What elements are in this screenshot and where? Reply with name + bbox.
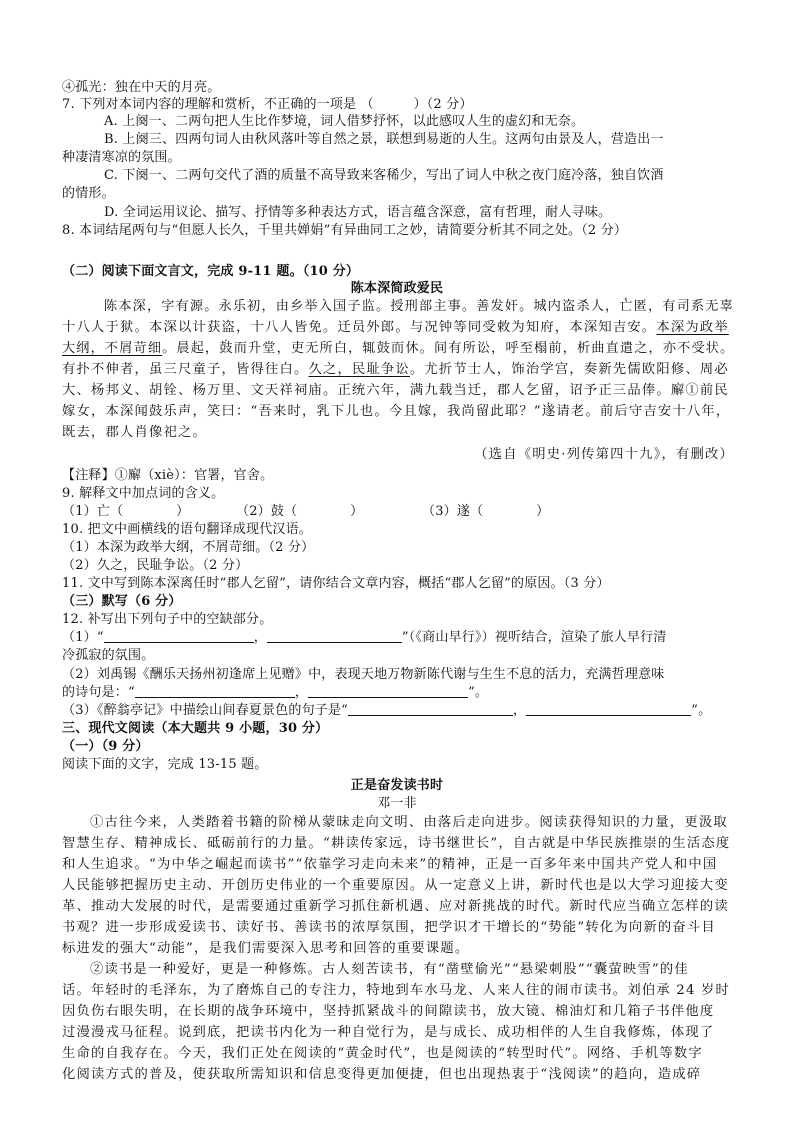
- question-12: 12. 补写出下列句子中的空缺部分。: [62, 612, 273, 627]
- passage-line: 大、杨邦义、胡铨、杨万里、文天祥祠庙。正统六年，满九载当迁，郡人乞留，诏予正三品俸。廨①前民: [62, 383, 729, 398]
- article-line: 生命的自我存在。今天，我们正处在阅读的“黄金时代”，也是阅读的“转型时代”。网络、手机等数字: [62, 1046, 703, 1061]
- option-d: D. 全词运用议论、描写、抒情等多种表达方式，语言蕴含深意，富有哲理，耐人寻味。: [104, 205, 612, 220]
- option-a: A. 上阕一、二两句把人生比作梦境，词人借梦抒怀，以此感叹人生的虚幻和无奈。: [104, 114, 585, 129]
- q12-1: （1）“ ， ”（《商山早行》）视听结合，渲染了旅人早行清: [62, 630, 667, 645]
- part-3-intro: 阅读下面的文字，完成 13-15 题。: [62, 757, 268, 772]
- underlined-sentence: 本深为政举: [656, 320, 729, 335]
- passage-line: 陈本深，字有源。永乐初，由乡举入国子监。授刑部主事。善发奸。城内盗杀人，亡匿，有司系无辜: [104, 299, 734, 314]
- article-line: 标进发的强大“动能”，是我们需要深入思考和回答的重要课题。: [62, 941, 470, 956]
- dotted-word: 遂: [541, 404, 557, 419]
- article-author: 邓一非: [377, 796, 417, 811]
- q12-2-cont: 的诗句是：“ ， ”。: [62, 685, 489, 700]
- answer-blank[interactable]: [526, 703, 691, 716]
- option-c-cont: 的情形。: [62, 186, 115, 201]
- q12-3: （3）《醉翁亭记》中描绘山间春夏景色的句子是“ ， ”。: [62, 703, 712, 718]
- passage-line: 既去，郡人肖像祀之。: [62, 425, 207, 440]
- question-10: 10. 把文中画横线的语句翻译成现代汉语。: [62, 522, 313, 537]
- question-7: 7. 下列对本词内容的理解和赏析，不正确的一项是 （ ）（2 分）: [62, 97, 473, 112]
- question-9: 9. 解释文中加点词的含义。: [62, 486, 225, 501]
- article-line: 因负伤右眼失明，在长期的战争环境中，坚持抓紧战斗的间隙读书，放大镜、棉油灯和几箱子书伴他度: [62, 1004, 715, 1019]
- dotted-word: 亡: [619, 299, 634, 314]
- option-c: C. 下阕一、二两句交代了酒的质量不高导致来客稀少，写出了词人中秋之夜门庭冷落，独自饮酒: [104, 168, 664, 183]
- article-line: 化阅读方式的普及，使获取所需知识和信息变得更加便捷，但也出现热衷于“浅阅读”的趋向，造成碎: [62, 1067, 702, 1082]
- underlined-sentence: 大纲，不屑苛细: [62, 341, 163, 356]
- annotation: 【注释】①廨（xiè）：官署，官舍。: [62, 468, 274, 483]
- article-line: 书观？进一步形成爱读书、读好书、善读书的浓厚氛围，把学识才干增长的“势能”转化为向新的奋斗目: [62, 920, 716, 935]
- article-line: ①古往今来，人类踏着书籍的阶梯从蒙昧走向文明、由落后走向进步。阅读获得知识的力量，更汲取: [90, 815, 728, 830]
- q9-item-2: （2）鼓（ ）: [236, 504, 364, 519]
- answer-blank[interactable]: [135, 685, 295, 698]
- article-line: 智慧生存、精神成长、砥砺前行的力量。“耕读传家远，诗书继世长”，自古就是中华民族推崇的生活态度: [62, 836, 731, 851]
- passage-line: 十八人于狱。本深以计获盗，十八人皆免。迁员外郎。与况钟等同受敕为知府，本深知吉安。本深为政举: [62, 320, 729, 335]
- article-line: ②读书是一种爱好，更是一种修炼。古人刻苦读书，有“凿壁偷光”“悬梁刺股”“囊萤映雪”的佳: [90, 962, 689, 977]
- article-line: 话。年轻时的毛泽东，为了磨炼自己的专注力，特地到车水马龙、人来人往的闹市读书。刘伯承 24 岁时: [62, 983, 731, 998]
- passage-line: 大纲，不屑苛细。晨起，鼓而升堂，吏无所白，辄鼓而休。间有所讼，呼至榻前，析曲直遣之，亦不受状。: [62, 341, 735, 356]
- q10-a: （1）本深为政举大纲，不屑苛细。（2 分）: [62, 540, 315, 555]
- article-line: 和人生追求。“为中华之崛起而读书”“依靠学习走向未来”的精神，正是一百多年来中国共产党人和中国: [62, 857, 718, 872]
- article-title: 正是奋发读书时: [350, 778, 444, 793]
- note-4: ④孤光：独在中天的月亮。: [62, 80, 221, 95]
- answer-blank[interactable]: [348, 703, 513, 716]
- article-line: 过漫漫戎马征程。说到底，把读书内化为一种自觉行为，是与成长、成功相伴的人生自我修炼，体现了: [62, 1025, 715, 1040]
- part-3-sub: （一）（9 分）: [62, 739, 149, 754]
- q12-2: （2）刘禹锡《酬乐天扬州初逢席上见赠》中，表现天地万物新陈代谢与生生不息的活力，充满哲理意味: [62, 667, 665, 682]
- option-b: B. 上阕三、四两句词人由秋风落叶等自然之景，联想到易逝的人生。这两句由景及人，营造出一: [104, 132, 664, 147]
- passage-source: （选自《明史·列传第四十九》，有删改）: [474, 447, 734, 462]
- article-line: 革、推动大发展的时代，是需要通过重新学习抓住新机遇、应对新挑战的时代。新时代应当确立怎样的读: [62, 899, 729, 914]
- question-11: 11. 文中写到陈本深离任时“郡人乞留”，请你结合文章内容，概括“郡人乞留”的原因。（3 分）: [62, 576, 610, 591]
- passage-line: 有扑不伸者，虽三尺童子，皆得往白。久之，民耻争讼。尤折节士人，饰治学宫，奏新先儒欧阳修、周必: [62, 362, 729, 377]
- q12-1-cont: 冷孤寂的氛围。: [62, 648, 155, 663]
- q9-item-3: （3）遂（ ）: [422, 504, 550, 519]
- answer-blank[interactable]: [267, 630, 402, 643]
- answer-blank[interactable]: [308, 685, 468, 698]
- q9-item-1: （1）亡（ ）: [62, 504, 190, 519]
- part-3-heading: 三、现代文阅读（本大题共 9 小题，30 分）: [62, 721, 329, 736]
- option-b-cont: 种凄清寒凉的氛围。: [62, 150, 181, 165]
- article-line: 人民能够把握历史主动、开创历史伟业的一个重要原因。从一定意义上讲，新时代也是以大学习迎接大变: [62, 878, 729, 893]
- q10-b: （2）久之，民耻争讼。（2 分）: [62, 558, 249, 573]
- passage-line: 嫁女，本深闻鼓乐声，笑曰：“吾来时，乳下儿也。今且嫁，我尚留此耶？”遂请老。前后守吉安十八年，: [62, 404, 731, 419]
- passage-title: 陈本深简政爱民: [350, 281, 444, 296]
- section-3-heading: （三）默写（6 分）: [62, 594, 182, 609]
- section-2-heading: （二）阅读下面文言文，完成 9-11 题。（10 分）: [62, 264, 360, 279]
- answer-blank[interactable]: [104, 630, 254, 643]
- question-8: 8. 本词结尾两句与“但愿人长久，千里共婵娟”有异曲同工之妙，请简要分析其不同之处。（2 分）: [62, 223, 628, 238]
- underlined-sentence: 久之，民耻争讼: [308, 362, 410, 377]
- dotted-word: 鼓: [219, 341, 234, 356]
